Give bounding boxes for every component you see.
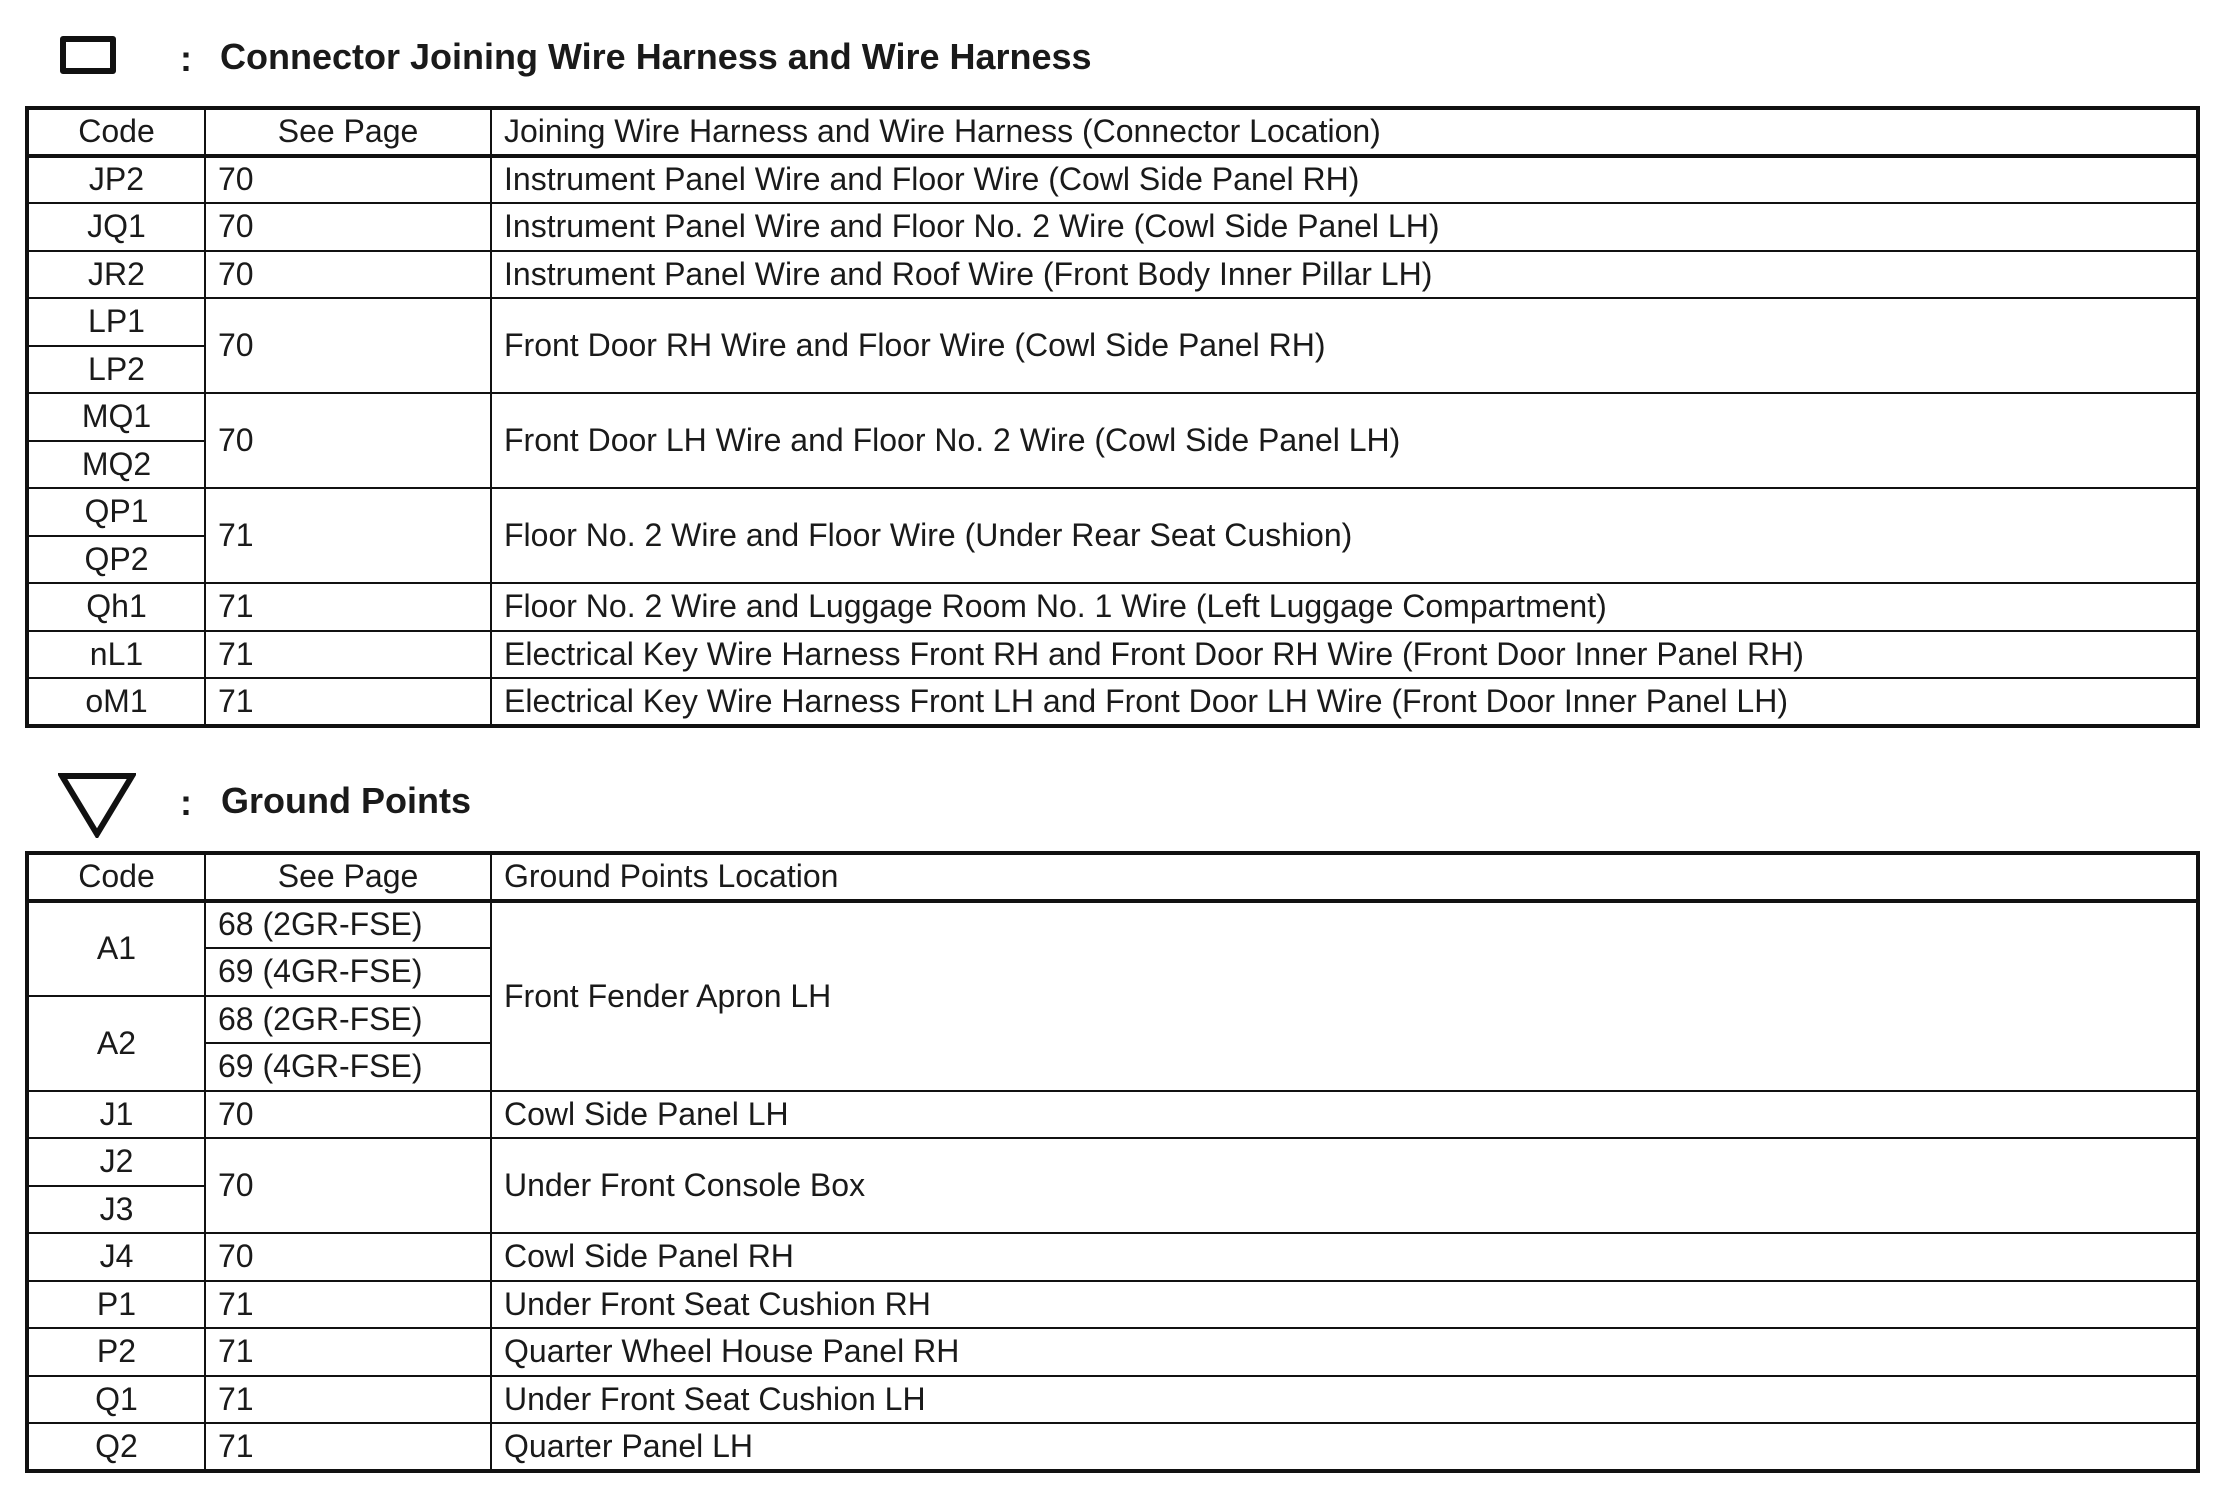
page-cell: 70: [205, 393, 491, 488]
location-cell: Instrument Panel Wire and Floor Wire (Cowl Side Panel RH): [491, 156, 2198, 204]
table-row: [27, 251, 2198, 299]
page-cell: 68 (2GR-FSE): [205, 901, 491, 949]
location-cell: Instrument Panel Wire and Roof Wire (Front Body Inner Pillar LH): [491, 251, 2198, 299]
code-cell: LP2: [27, 346, 205, 394]
location-cell: Electrical Key Wire Harness Front LH and Front Door LH Wire (Front Door Inner Panel LH): [491, 678, 2198, 726]
code-cell: Q2: [27, 1423, 205, 1471]
code-cell: J4: [27, 1233, 205, 1281]
table-row: [27, 583, 2198, 631]
page-cell: 70: [205, 251, 491, 299]
code-cell: JR2: [27, 251, 205, 299]
code-cell: JP2: [27, 156, 205, 204]
table-row: [27, 901, 2198, 949]
location-cell: Under Front Console Box: [491, 1138, 2198, 1233]
code-cell: Q1: [27, 1376, 205, 1424]
page-cell: 70: [205, 1233, 491, 1281]
code-cell: QP2: [27, 536, 205, 584]
code-cell: LP1: [27, 298, 205, 346]
table-row: [27, 488, 2198, 536]
location-cell: Cowl Side Panel LH: [491, 1091, 2198, 1139]
page-cell: 70: [205, 156, 491, 204]
table-row: [27, 298, 2198, 346]
code-cell: QP1: [27, 488, 205, 536]
page-cell: 71: [205, 583, 491, 631]
table-row: [27, 1423, 2198, 1471]
connector-table-header: [27, 108, 2198, 156]
table-row: [27, 203, 2198, 251]
location-cell: Front Fender Apron LH: [491, 901, 2198, 1091]
page-cell: 71: [205, 1376, 491, 1424]
location-cell: Instrument Panel Wire and Floor No. 2 Wire (Cowl Side Panel LH): [491, 203, 2198, 251]
table-row: [27, 156, 2198, 204]
page-cell: 70: [205, 203, 491, 251]
page-cell: 69 (4GR-FSE): [205, 1043, 491, 1091]
code-cell: nL1: [27, 631, 205, 679]
table-row: [27, 1138, 2198, 1186]
table-row: [27, 1233, 2198, 1281]
code-cell: P2: [27, 1328, 205, 1376]
table-row: [27, 1328, 2198, 1376]
location-cell: Quarter Panel LH: [491, 1423, 2198, 1471]
see-page-header: See Page: [205, 853, 491, 901]
table-row: [27, 1376, 2198, 1424]
page-cell: 71: [205, 1281, 491, 1329]
location-header: Joining Wire Harness and Wire Harness (Connector Location): [491, 108, 2198, 156]
location-cell: Quarter Wheel House Panel RH: [491, 1328, 2198, 1376]
location-cell: Under Front Seat Cushion RH: [491, 1281, 2198, 1329]
page-cell: 68 (2GR-FSE): [205, 996, 491, 1044]
code-cell: J2: [27, 1138, 205, 1186]
code-cell: MQ1: [27, 393, 205, 441]
code-cell: MQ2: [27, 441, 205, 489]
table-row: [27, 678, 2198, 726]
location-cell: Electrical Key Wire Harness Front RH and Front Door RH Wire (Front Door Inner Panel RH): [491, 631, 2198, 679]
code-cell: Qh1: [27, 583, 205, 631]
table-row: [27, 631, 2198, 679]
square-box-icon: [60, 36, 116, 74]
code-cell: A1: [27, 901, 205, 996]
location-header: Ground Points Location: [491, 853, 2198, 901]
table-row: [27, 1091, 2198, 1139]
see-page-header: See Page: [205, 108, 491, 156]
location-cell: Front Door RH Wire and Floor Wire (Cowl Side Panel RH): [491, 298, 2198, 393]
ground-table-header: [27, 853, 2198, 901]
location-cell: Under Front Seat Cushion LH: [491, 1376, 2198, 1424]
page-cell: 71: [205, 631, 491, 679]
code-cell: P1: [27, 1281, 205, 1329]
location-cell: Floor No. 2 Wire and Floor Wire (Under Rear Seat Cushion): [491, 488, 2198, 583]
page-cell: 70: [205, 298, 491, 393]
inverted-triangle-icon: [58, 772, 136, 838]
location-cell: Floor No. 2 Wire and Luggage Room No. 1 Wire (Left Luggage Compartment): [491, 583, 2198, 631]
connector-table: [25, 106, 2200, 728]
page-cell: 70: [205, 1091, 491, 1139]
connector-colon: :: [180, 38, 192, 79]
ground-points-table: [25, 851, 2200, 1473]
page-cell: 71: [205, 1328, 491, 1376]
code-header: Code: [27, 853, 205, 901]
page-cell: 71: [205, 678, 491, 726]
connector-section-title: Connector Joining Wire Harness and Wire Harness: [220, 36, 1092, 77]
code-cell: oM1: [27, 678, 205, 726]
page-cell: 71: [205, 488, 491, 583]
table-row: [27, 1281, 2198, 1329]
code-cell: A2: [27, 996, 205, 1091]
page-cell: 71: [205, 1423, 491, 1471]
code-cell: J3: [27, 1186, 205, 1234]
page-cell: 69 (4GR-FSE): [205, 948, 491, 996]
table-row: [27, 393, 2198, 441]
location-cell: Front Door LH Wire and Floor No. 2 Wire (Cowl Side Panel LH): [491, 393, 2198, 488]
code-header: Code: [27, 108, 205, 156]
code-cell: JQ1: [27, 203, 205, 251]
location-cell: Cowl Side Panel RH: [491, 1233, 2198, 1281]
code-cell: J1: [27, 1091, 205, 1139]
ground-colon: :: [180, 782, 192, 823]
ground-section-title: Ground Points: [221, 780, 471, 821]
page-cell: 70: [205, 1138, 491, 1233]
